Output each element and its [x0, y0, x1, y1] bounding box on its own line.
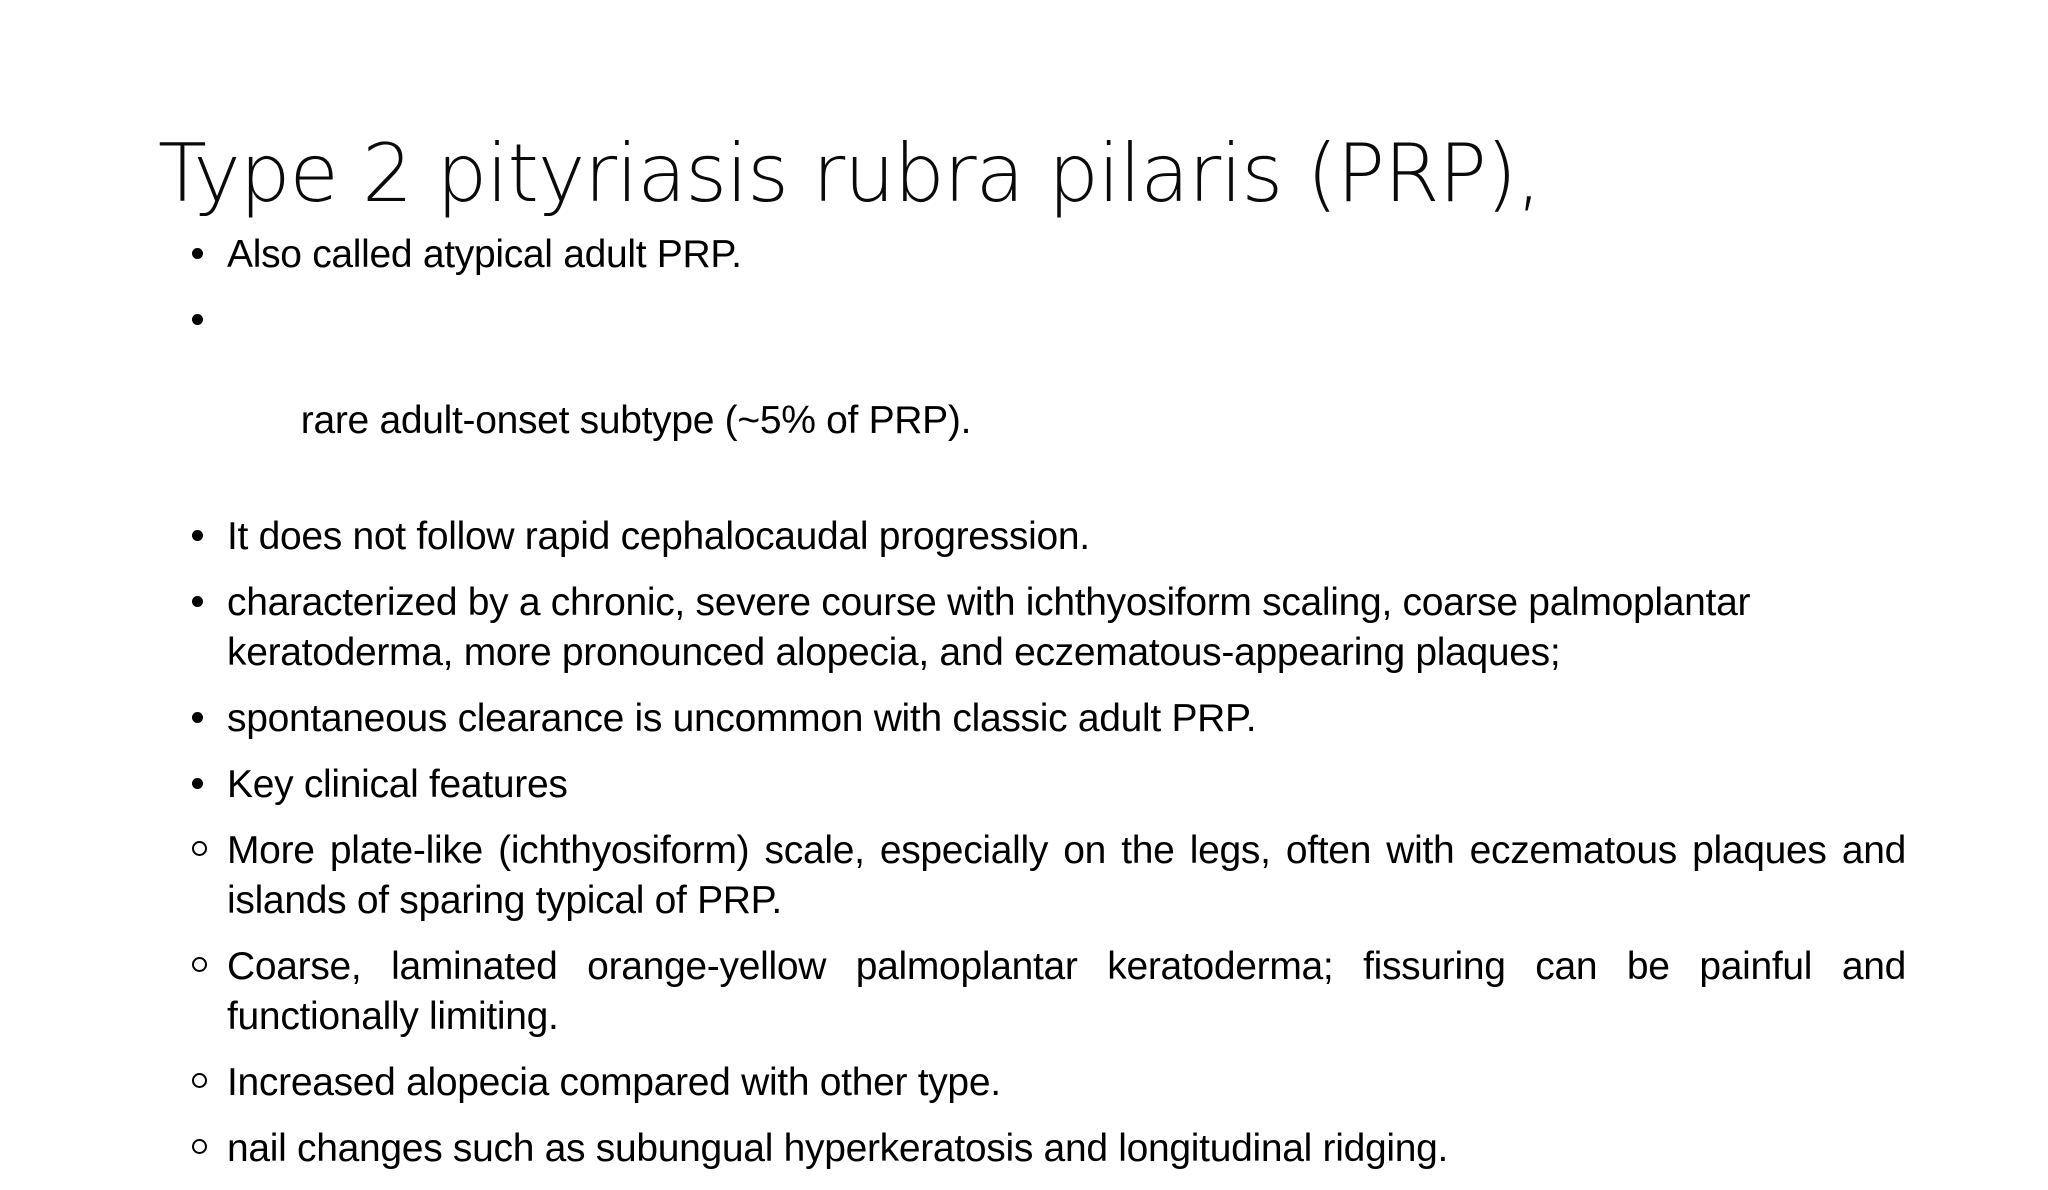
- bullet-dot-icon: [190, 512, 220, 562]
- bullet-item: [190, 578, 1906, 678]
- bullet-item: [190, 694, 1906, 744]
- bullet-text: rare adult-onset subtype (~5% of PRP).: [290, 399, 972, 442]
- bullet-item: [190, 230, 1906, 280]
- bullet-circle-icon: [190, 1124, 220, 1174]
- bullet-dot-icon: [190, 296, 220, 346]
- sub-bullet-item: [190, 942, 1906, 1042]
- slide-title: Type 2 pityriasis rubra pilaris (PRP),: [158, 127, 1541, 220]
- bullet-text: It does not follow rapid cephalocaudal progression.: [227, 515, 1090, 558]
- bullet-item: [190, 760, 1906, 810]
- bullet-item: [190, 296, 1906, 496]
- sub-bullet-item: [190, 1058, 1906, 1108]
- bullet-circle-icon: [190, 826, 220, 876]
- bullet-circle-icon: [190, 1058, 220, 1108]
- bullet-dot-icon: [190, 230, 220, 280]
- bullet-dot-icon: [190, 694, 220, 744]
- sub-bullet-item: [190, 1124, 1906, 1174]
- bullet-text: spontaneous clearance is uncommon with classic adult PRP.: [227, 697, 1257, 740]
- bullet-list: [190, 230, 1906, 1190]
- bullet-text: characterized by a chronic, severe course with ichthyosiform scaling, coarse palmoplantar keratoderma, more pronounced alopecia, and eczematous-appearing plaques;: [227, 581, 1751, 674]
- sub-bullet-item: [190, 826, 1906, 926]
- bullet-dot-icon: [190, 760, 220, 810]
- sub-bullet-text: More plate-like (ichthyosiform) scale, especially on the legs, often with eczematous plaques and islands of sparing typical of PRP.: [227, 829, 1906, 922]
- bullet-text: Key clinical features: [227, 763, 568, 806]
- sub-bullet-text: nail changes such as subungual hyperkeratosis and longitudinal ridging.: [227, 1127, 1449, 1170]
- bullet-dot-icon: [190, 578, 220, 628]
- sub-bullet-text: Coarse, laminated orange-yellow palmoplantar keratoderma; fissuring can be painful and functionally limiting.: [227, 945, 1906, 1038]
- sub-bullet-text: Increased alopecia compared with other type.: [227, 1061, 1001, 1104]
- bullet-circle-icon: [190, 942, 220, 992]
- bullet-item: [190, 512, 1906, 562]
- bullet-text: Also called atypical adult PRP.: [227, 233, 742, 276]
